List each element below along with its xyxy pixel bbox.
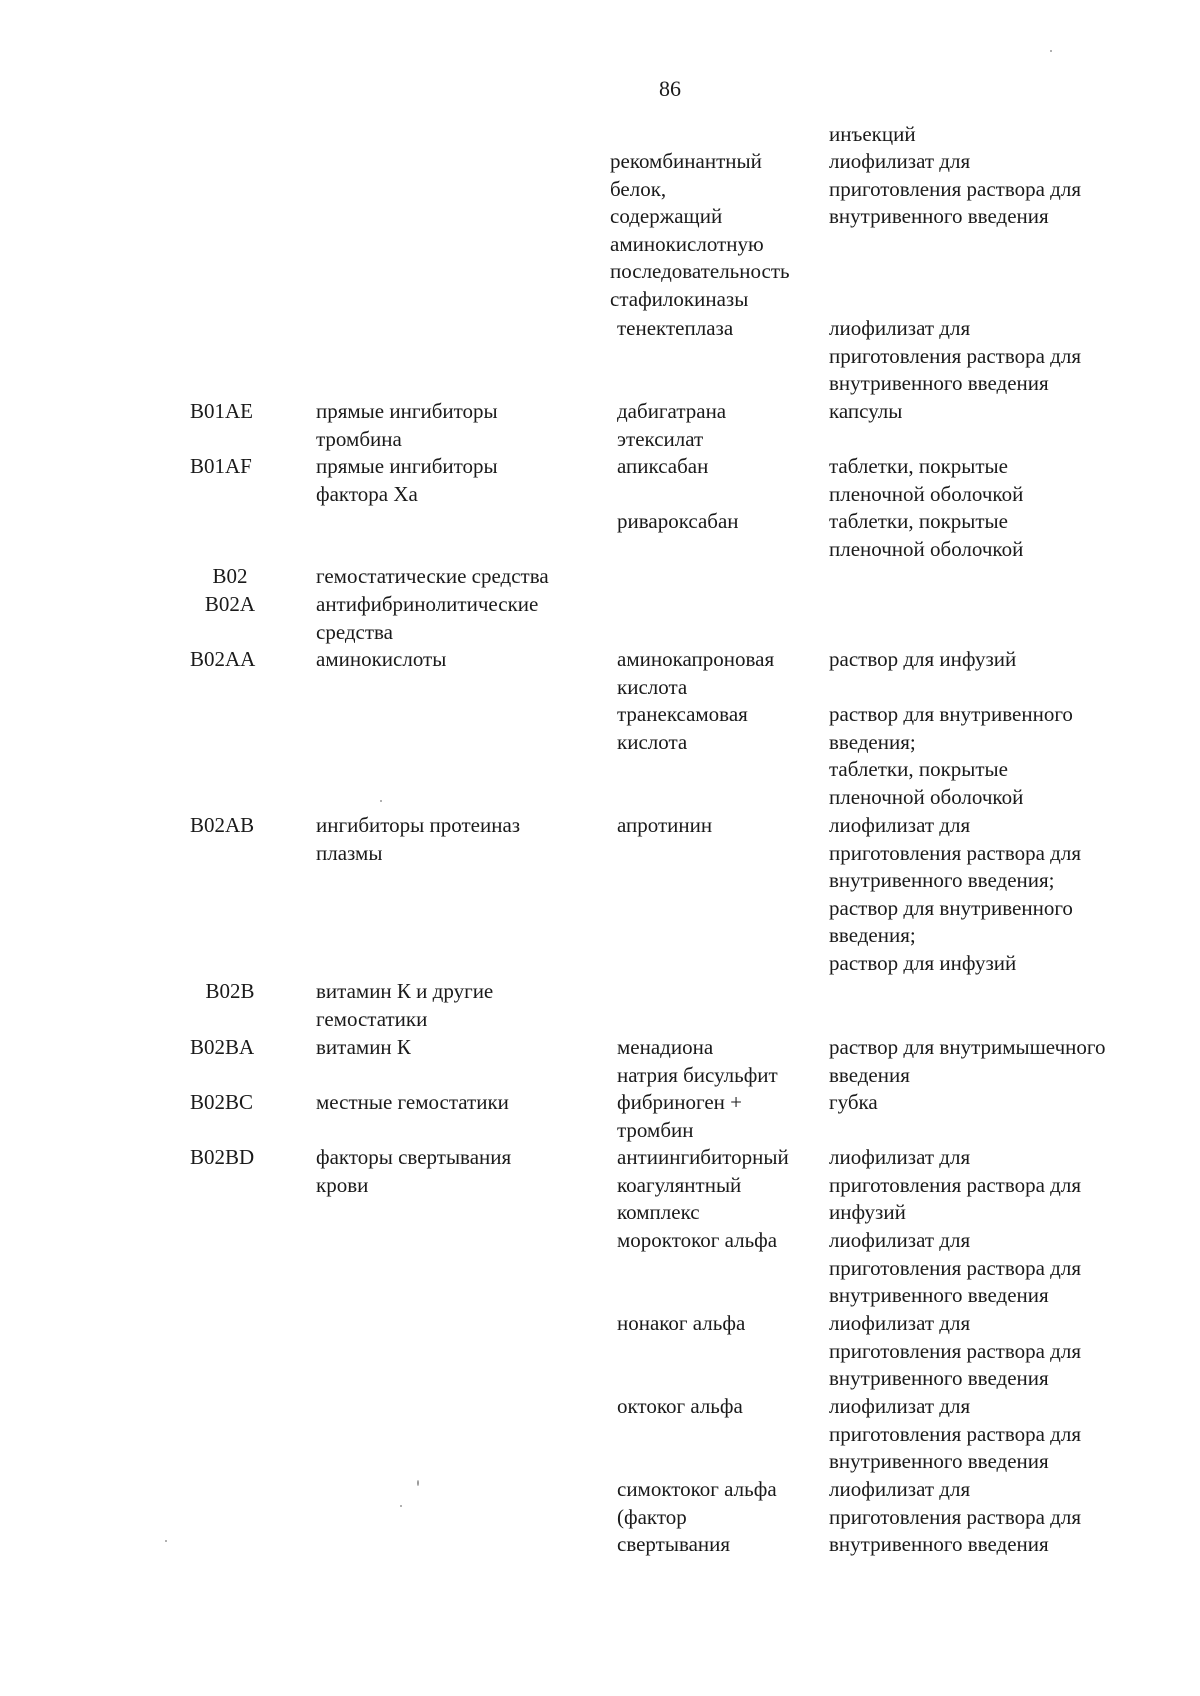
dosage-form-cell: губка <box>829 1090 878 1114</box>
atc-code-cell: B02BD <box>190 1145 255 1169</box>
scan-speck <box>1050 50 1052 52</box>
dosage-form-cell: лиофилизат для приготовления раствора для внутривенного введения <box>829 1228 1081 1307</box>
group-cell: аминокислоты <box>316 647 447 671</box>
substance-cell: менадиона натрия бисульфит <box>617 1035 778 1087</box>
substance-cell: октоког альфа <box>617 1394 743 1418</box>
atc-code-cell: B02AA <box>190 647 256 671</box>
dosage-form-cell: лиофилизат для приготовления раствора для внутривенного введения <box>829 149 1081 228</box>
scan-speck <box>380 800 382 802</box>
substance-cell: дабигатрана этексилат <box>617 399 727 451</box>
group-cell: витамин К и другие гемостатики <box>316 979 494 1031</box>
dosage-form-cell: капсулы <box>829 399 903 423</box>
dosage-form-cell: лиофилизат для приготовления раствора для внутривенного введения <box>829 1394 1081 1473</box>
substance-cell: рекомбинантный белок, содержащий аминокислотную последовательность стафилокиназы <box>610 149 790 311</box>
substance-cell: мороктоког альфа <box>617 1228 778 1252</box>
group-cell: факторы свертывания крови <box>316 1145 512 1197</box>
atc-code-cell: B02AB <box>190 813 255 837</box>
dosage-form-cell: раствор для внутримышечного введения <box>829 1035 1106 1087</box>
scan-speck <box>165 1540 167 1542</box>
dosage-form-cell: лиофилизат для приготовления раствора для инфузий <box>829 1145 1081 1224</box>
substance-cell: нонаког альфа <box>617 1311 746 1335</box>
dosage-form-cell: раствор для инфузий <box>829 647 1017 671</box>
substance-cell: апротинин <box>617 813 713 837</box>
page-number: 86 <box>659 76 681 101</box>
group-cell: витамин К <box>316 1035 411 1059</box>
group-cell: прямые ингибиторы фактора Xa <box>316 454 498 506</box>
dosage-form-cell: лиофилизат для приготовления раствора для внутривенного введения <box>829 1311 1081 1390</box>
atc-code-cell: B01AF <box>190 454 252 478</box>
group-cell: гемостатические средства <box>316 564 549 588</box>
substance-cell: фибриноген + тромбин <box>617 1090 742 1142</box>
dosage-form-cell: таблетки, покрытые пленочной оболочкой <box>829 454 1024 506</box>
substance-cell: тенектеплаза <box>617 316 734 340</box>
group-cell: прямые ингибиторы тромбина <box>316 399 498 451</box>
dosage-form-cell: лиофилизат для приготовления раствора для внутривенного введения; раствор для внутривенного введения; раствор для инфузий <box>829 813 1081 975</box>
atc-code-cell: B02A <box>204 592 256 616</box>
substance-cell: аминокапроновая кислота <box>617 647 775 699</box>
group-cell: местные гемостатики <box>316 1090 509 1114</box>
atc-code-cell: B01AE <box>190 399 253 423</box>
atc-code-cell: B02BC <box>190 1090 254 1114</box>
group-cell: антифибринолитические средства <box>316 592 539 644</box>
dosage-form-cell: раствор для внутривенного введения; таблетки, покрытые пленочной оболочкой <box>829 702 1073 809</box>
atc-code-cell: B02BA <box>190 1035 255 1059</box>
dosage-form-cell: лиофилизат для приготовления раствора для внутривенного введения <box>829 316 1081 395</box>
substance-cell: антиингибиторный коагулянтный комплекс <box>617 1145 789 1224</box>
group-cell: ингибиторы протеиназ плазмы <box>316 813 521 865</box>
substance-cell: ривароксабан <box>617 509 739 533</box>
substance-cell: симоктоког альфа (фактор свертывания <box>617 1477 777 1556</box>
substance-cell: апиксабан <box>617 454 709 478</box>
dosage-form-cell: таблетки, покрытые пленочной оболочкой <box>829 509 1024 561</box>
dosage-form-cell: лиофилизат для приготовления раствора для внутривенного введения <box>829 1477 1081 1556</box>
scan-speck <box>400 1505 402 1507</box>
scan-speck <box>417 1480 419 1486</box>
atc-code-cell: B02 <box>212 564 248 588</box>
atc-code-cell: B02B <box>205 979 255 1003</box>
dosage-form-cell: инъекций <box>829 122 916 146</box>
substance-cell: транексамовая кислота <box>617 702 748 754</box>
